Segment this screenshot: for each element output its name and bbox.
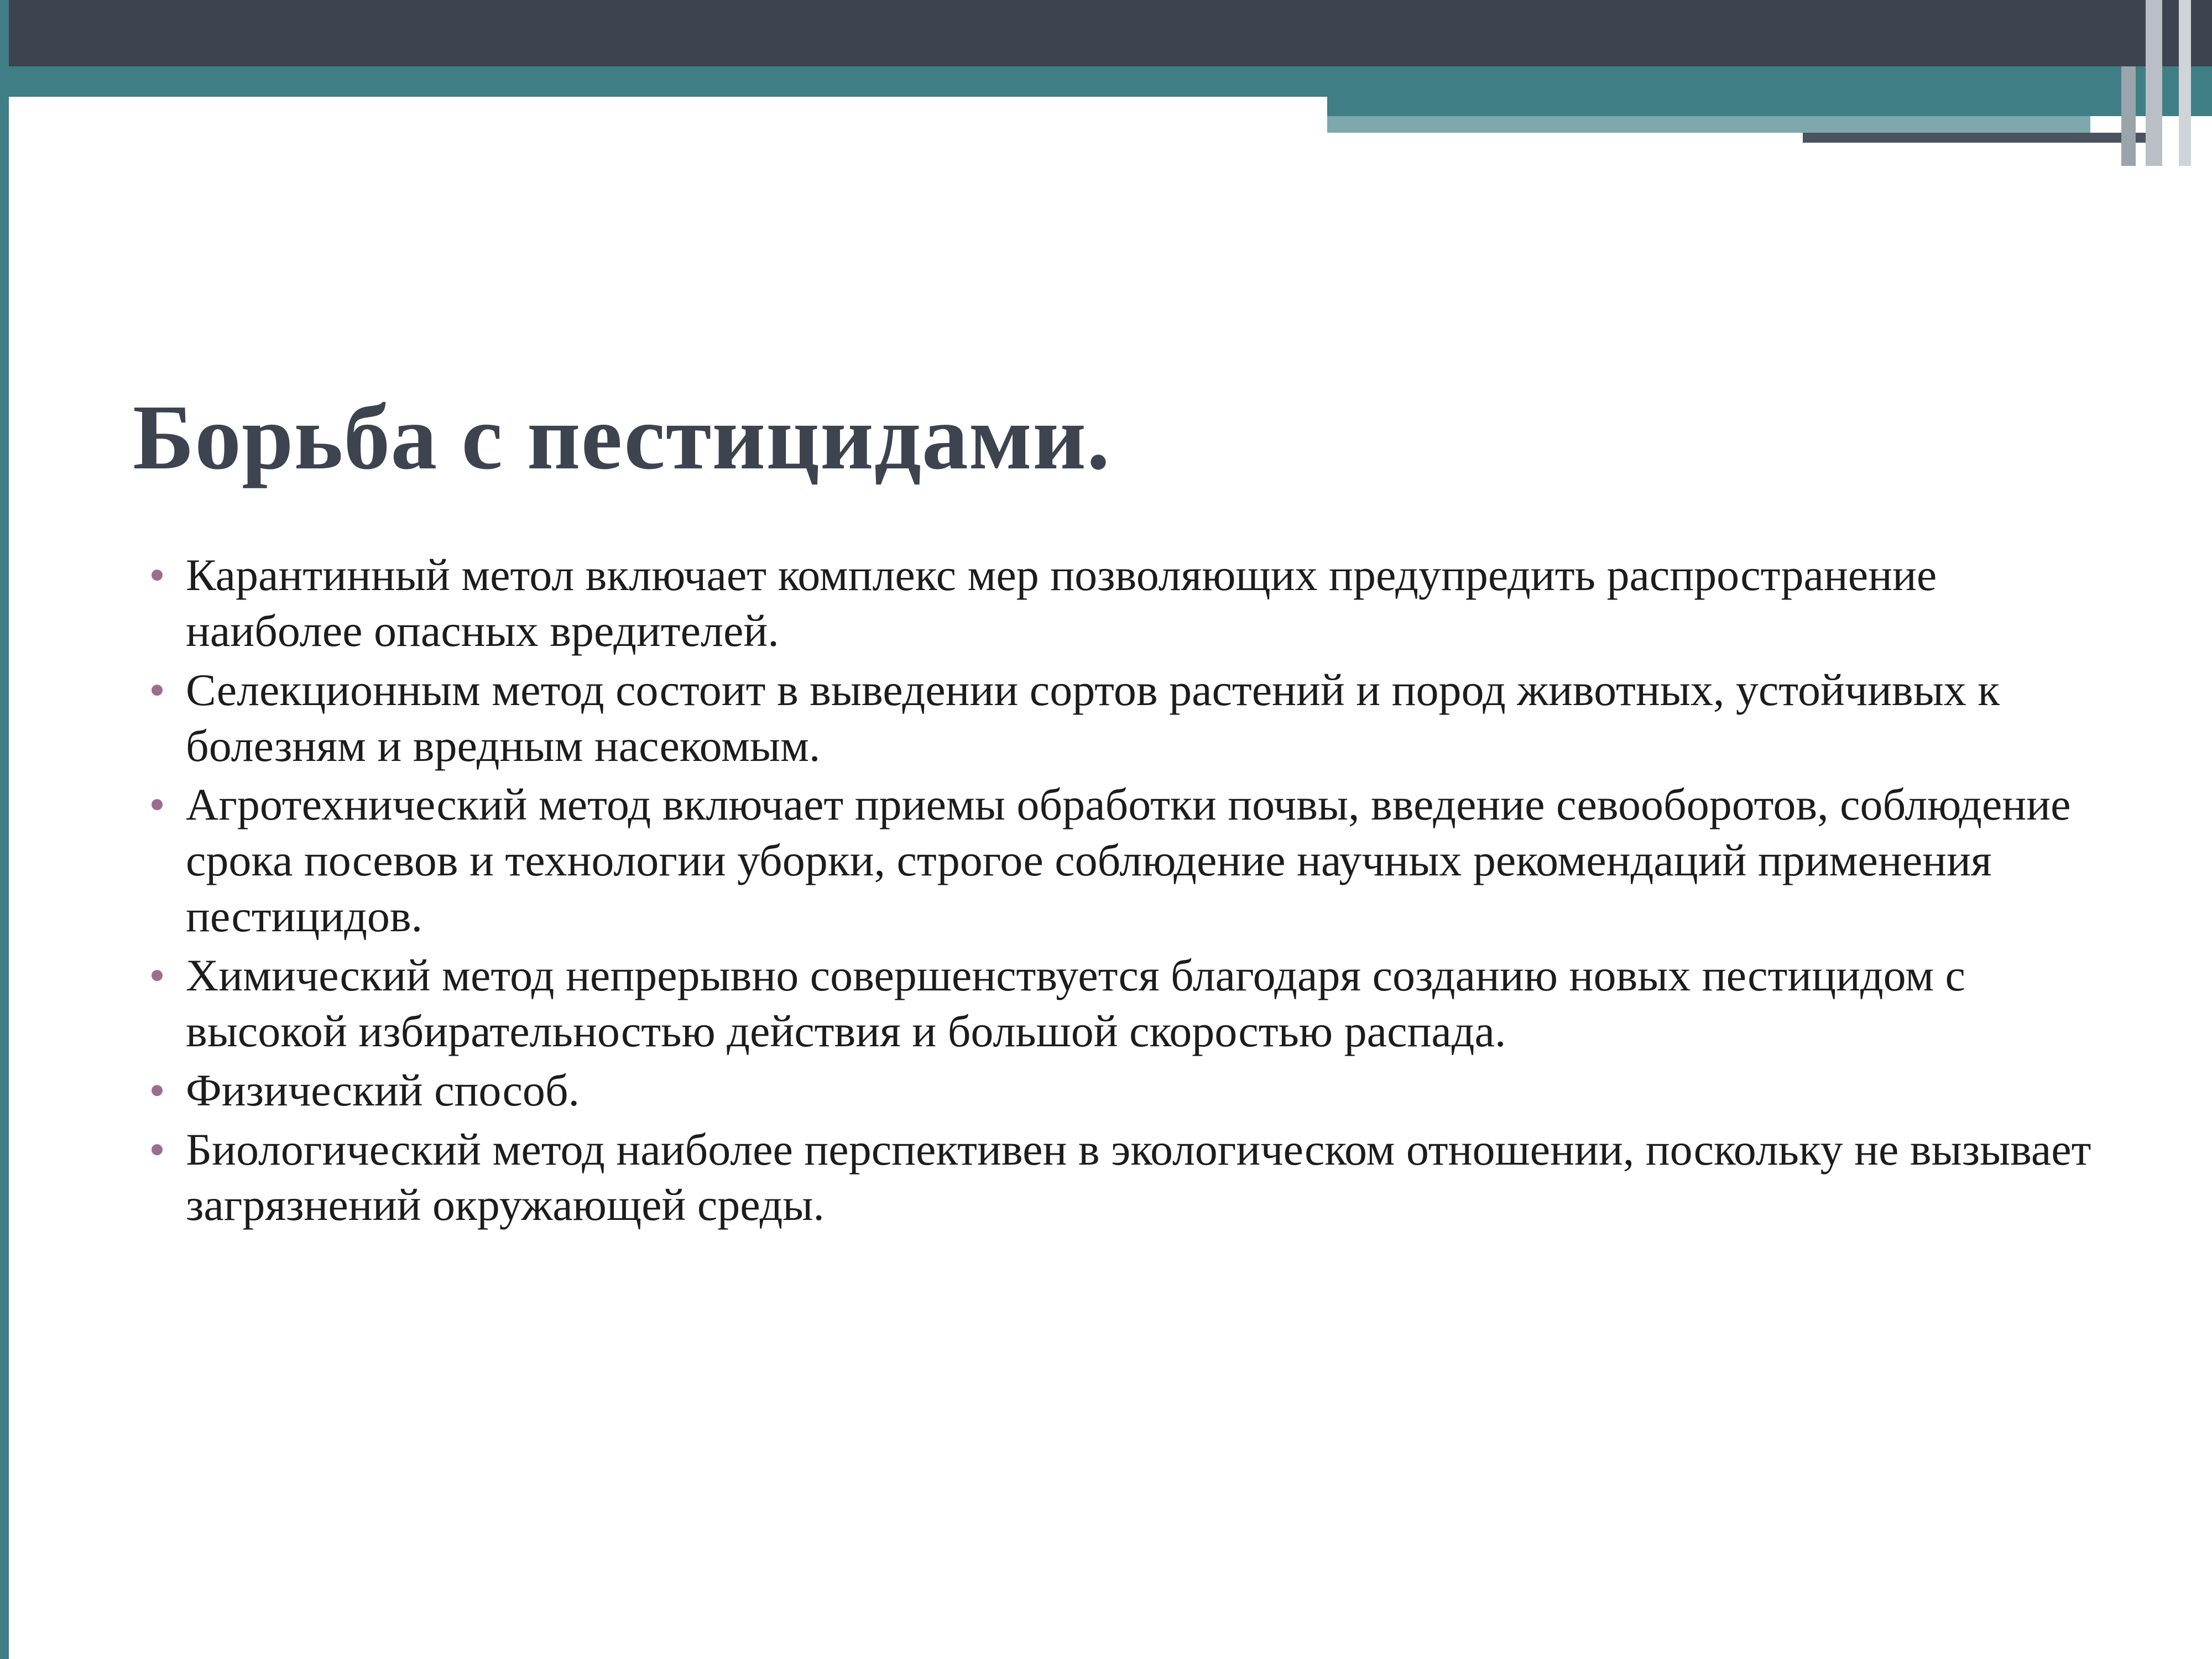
list-item-text: Агротехнический метод включает приемы обработки почвы, введение севооборотов, соблюдение срока посевов и технологии уборки, строгое соблюдение научных рекомендаций применения пестицидов.: [186, 779, 2071, 942]
banner-band-teal-right: [1327, 66, 2212, 116]
bullet-dot-icon: [152, 799, 163, 810]
banner-band-dark: [0, 0, 2212, 66]
list-item: [143, 662, 2111, 774]
bullet-dot-icon: [152, 1085, 163, 1096]
content-body: [143, 547, 2111, 1237]
list-item-text: Физический способ.: [186, 1065, 580, 1115]
list-item-text: Селекционным метод состоит в выведении сортов растений и пород животных, устойчивых к болезням и вредным насекомым.: [186, 664, 2000, 771]
list-item: [143, 948, 2111, 1060]
banner-edge-grey-mid: [2121, 66, 2136, 166]
bullet-dot-icon: [152, 970, 163, 981]
banner-band-thin-dark: [1803, 133, 2157, 143]
decorative-banner: [0, 0, 2212, 166]
banner-edge-grey-2: [2179, 0, 2191, 166]
bullet-dot-icon: [152, 570, 163, 581]
list-item: [143, 1122, 2111, 1234]
banner-band-teal-left: [0, 66, 1327, 97]
list-item: [143, 777, 2111, 945]
bullet-dot-icon: [152, 685, 163, 696]
list-item-text: Биологический метод наиболее перспективен в экологическом отношении, поскольку не вызывает загрязнений окружающей среды.: [186, 1124, 2091, 1230]
list-item: [143, 1063, 2111, 1119]
banner-band-teal-light: [1327, 116, 2090, 133]
left-accent-rail: [0, 0, 9, 1659]
list-item-text: Карантинный метол включает комплекс мер позволяющих предупредить распространение наиболее опасных вредителей.: [186, 550, 1937, 656]
list-item: [143, 547, 2111, 659]
bullet-dot-icon: [152, 1144, 163, 1155]
list-item-text: Химический метод непрерывно совершенствуется благодаря созданию новых пестицидом с высокой избирательностью действия и большой скоростью распада.: [186, 950, 1965, 1056]
banner-edge-grey-1: [2146, 0, 2162, 166]
bullet-list: [143, 547, 2111, 1233]
banner-white-gap: [0, 97, 1327, 166]
page-title: Борьба с пестицидами.: [133, 385, 1111, 489]
